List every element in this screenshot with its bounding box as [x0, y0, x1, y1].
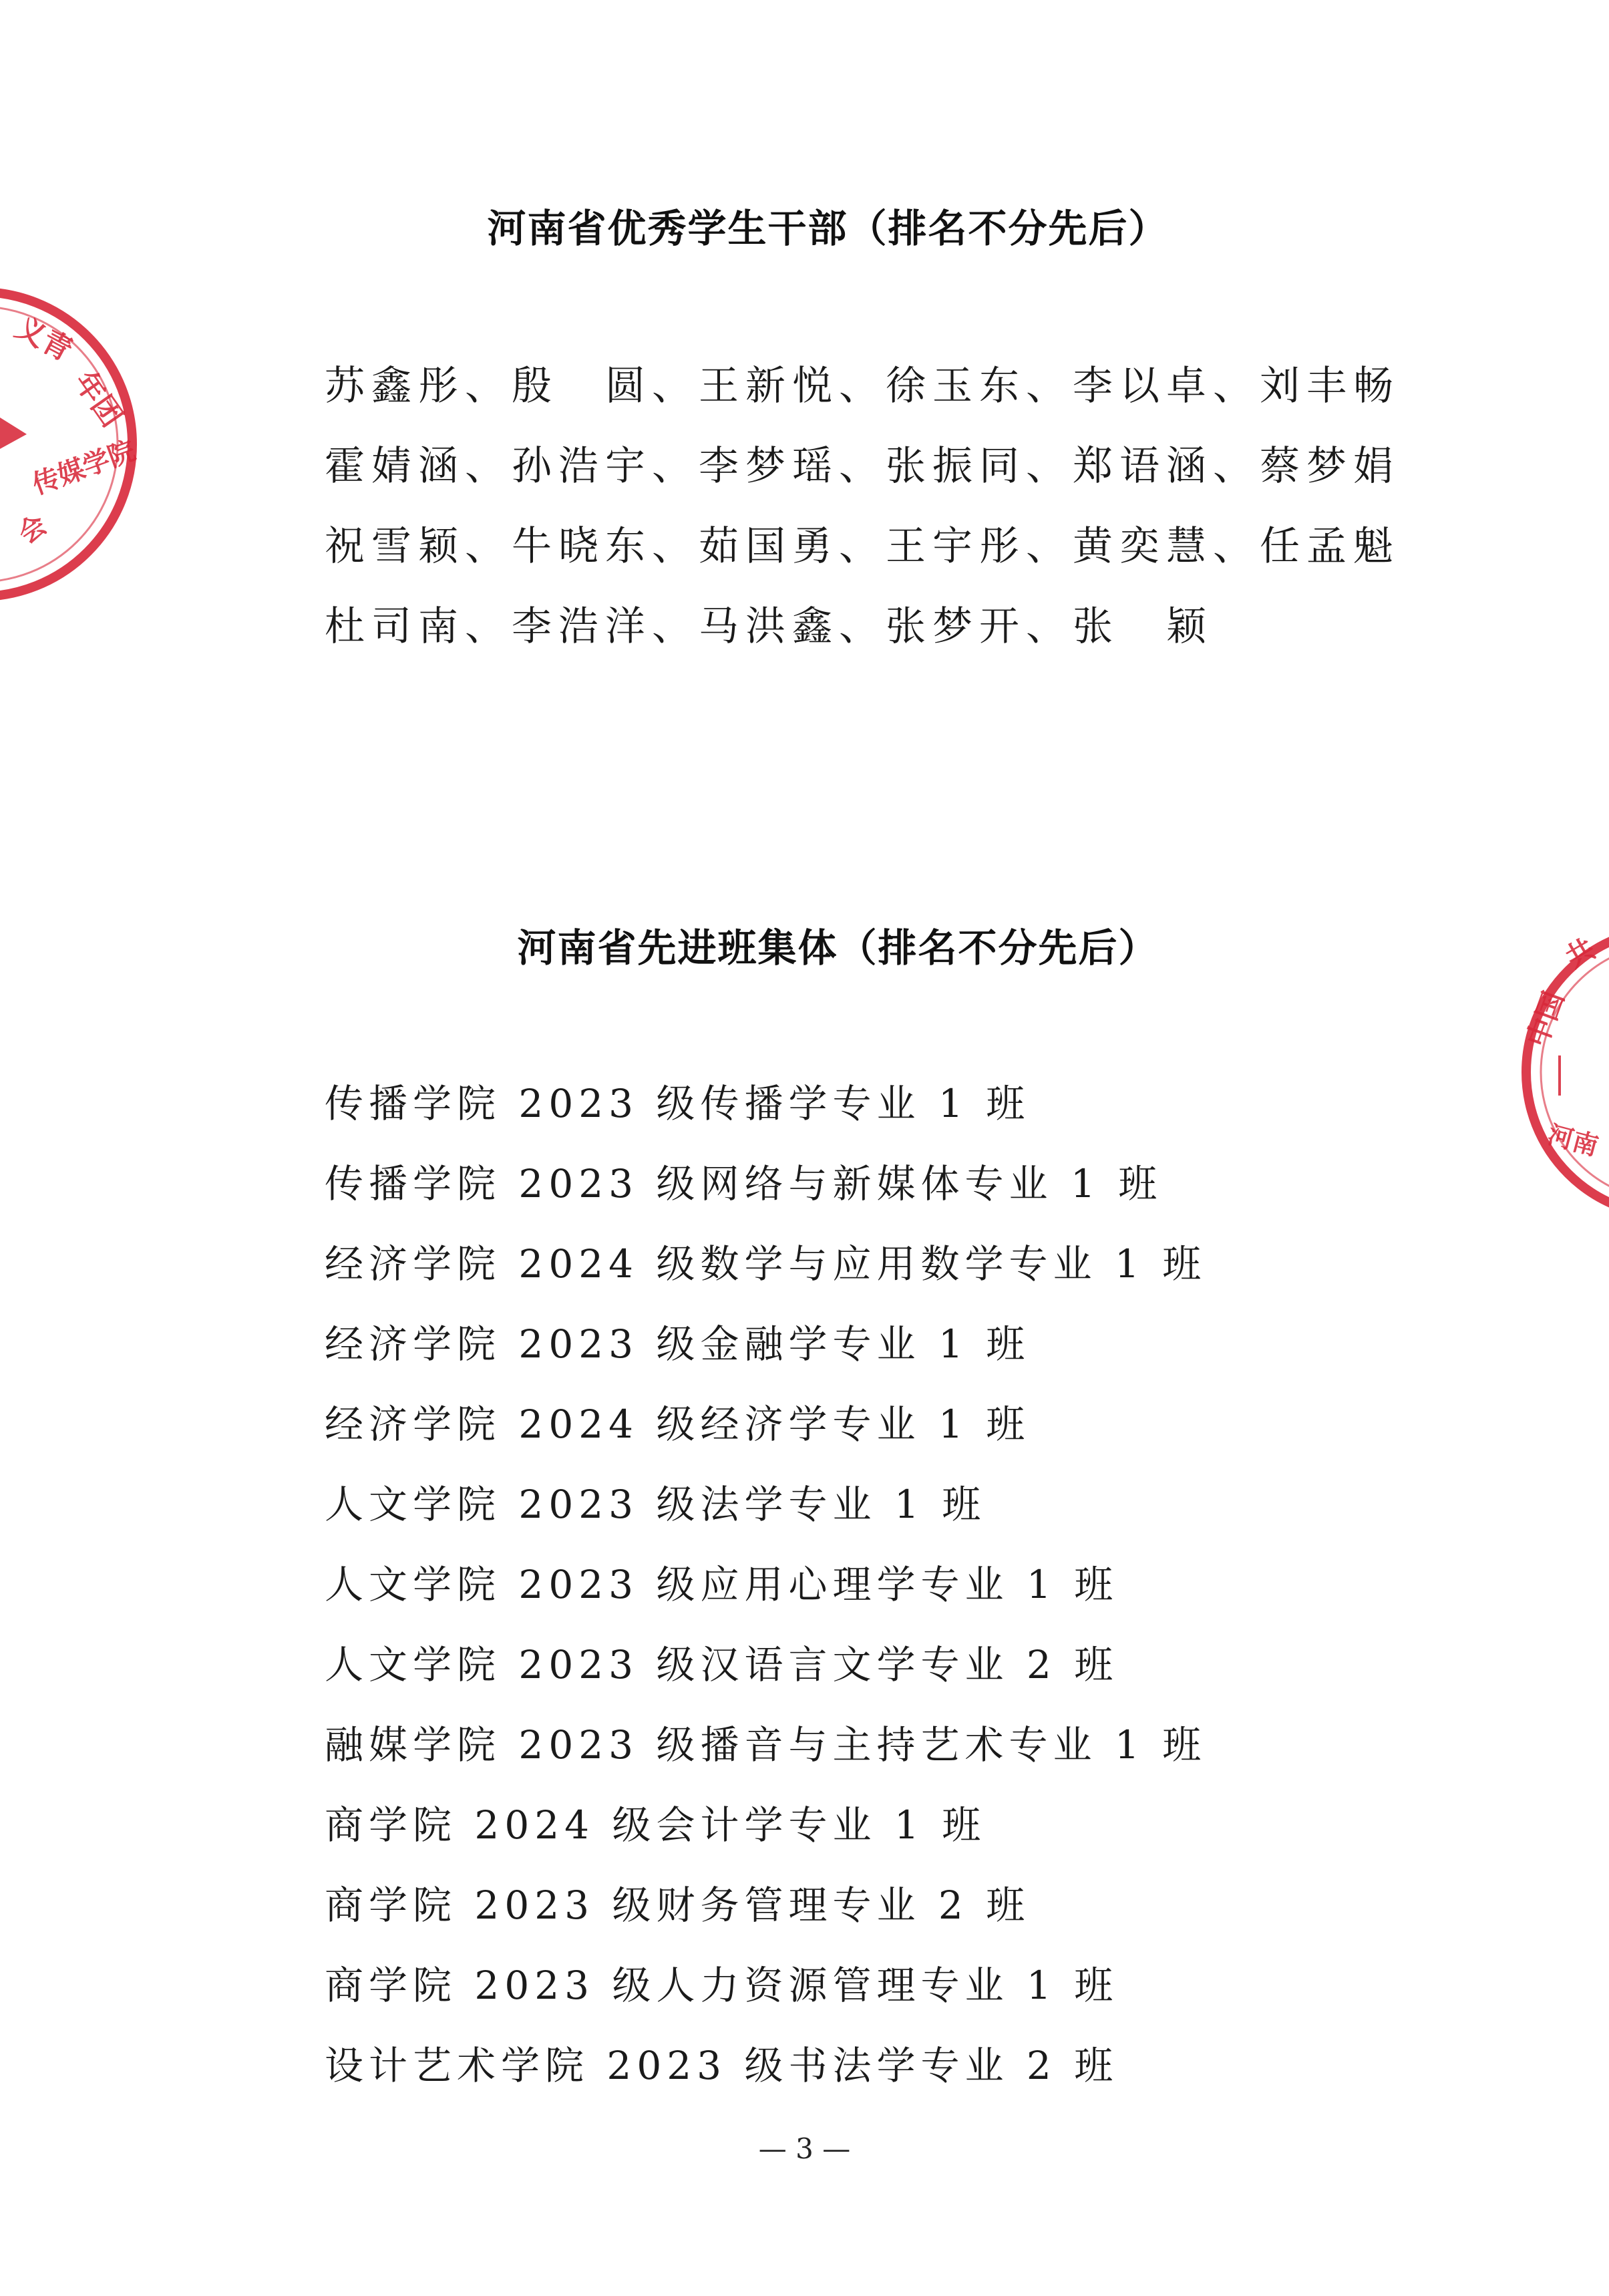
class-item: 商学院 2024 级会计学专业 1 班 — [325, 1802, 987, 1848]
name-line: 霍婧涵、孙浩宇、李梦瑶、张振同、郑语涵、蔡梦娟 — [325, 443, 1400, 490]
class-item: 经济学院 2024 级经济学专业 1 班 — [325, 1402, 1031, 1447]
class-item: 人文学院 2023 级法学专业 1 班 — [325, 1482, 987, 1527]
section-heading-student-leaders: 河南省优秀学生干部（排名不分先后） — [487, 206, 1169, 251]
svg-text:义青: 义青 — [9, 310, 78, 369]
name-line: 祝雪颖、牛晓东、茹国勇、王宇彤、黄奕慧、任孟魁 — [325, 523, 1400, 570]
svg-text:传媒学院: 传媒学院 — [28, 435, 140, 501]
class-item: 传播学院 2023 级传播学专业 1 班 — [325, 1081, 1031, 1126]
left-seal-stamp — [0, 274, 160, 621]
class-item: 融媒学院 2023 级播音与主持艺术专业 1 班 — [325, 1722, 1207, 1768]
svg-text:中国: 中国 — [1520, 987, 1571, 1051]
student-leader-names — [325, 358, 1400, 679]
class-item: 传播学院 2023 级网络与新媒体专业 1 班 — [325, 1161, 1163, 1206]
section-heading-advanced-classes: 河南省先进班集体（排名不分先后） — [517, 925, 1159, 971]
svg-text:河南: 河南 — [1544, 1120, 1602, 1162]
name-line: 苏鑫彤、殷 圆、王新悦、徐玉东、李以卓、刘丰畅 — [325, 363, 1400, 409]
page-number: — 3 — — [758, 2132, 851, 2165]
class-item: 商学院 2023 级人力资源管理专业 1 班 — [325, 1963, 1119, 2008]
svg-text:会: 会 — [13, 509, 53, 550]
advanced-class-list — [325, 1076, 1527, 2118]
svg-text:共: 共 — [1560, 932, 1601, 975]
class-item: 经济学院 2024 级数学与应用数学专业 1 班 — [325, 1241, 1207, 1287]
name-line: 杜司南、李浩洋、马洪鑫、张梦开、张 颖 — [325, 603, 1213, 650]
class-item: 商学院 2023 级财务管理专业 2 班 — [325, 1882, 1031, 1928]
class-item: 设计艺术学院 2023 级书法学专业 2 班 — [325, 2043, 1119, 2088]
class-item: 人文学院 2023 级汉语言文学专业 2 班 — [325, 1642, 1119, 1687]
class-item: 经济学院 2023 级金融学专业 1 班 — [325, 1321, 1031, 1367]
svg-text:年团: 年团 — [67, 365, 130, 434]
class-item: 人文学院 2023 级应用心理学专业 1 班 — [325, 1562, 1119, 1607]
